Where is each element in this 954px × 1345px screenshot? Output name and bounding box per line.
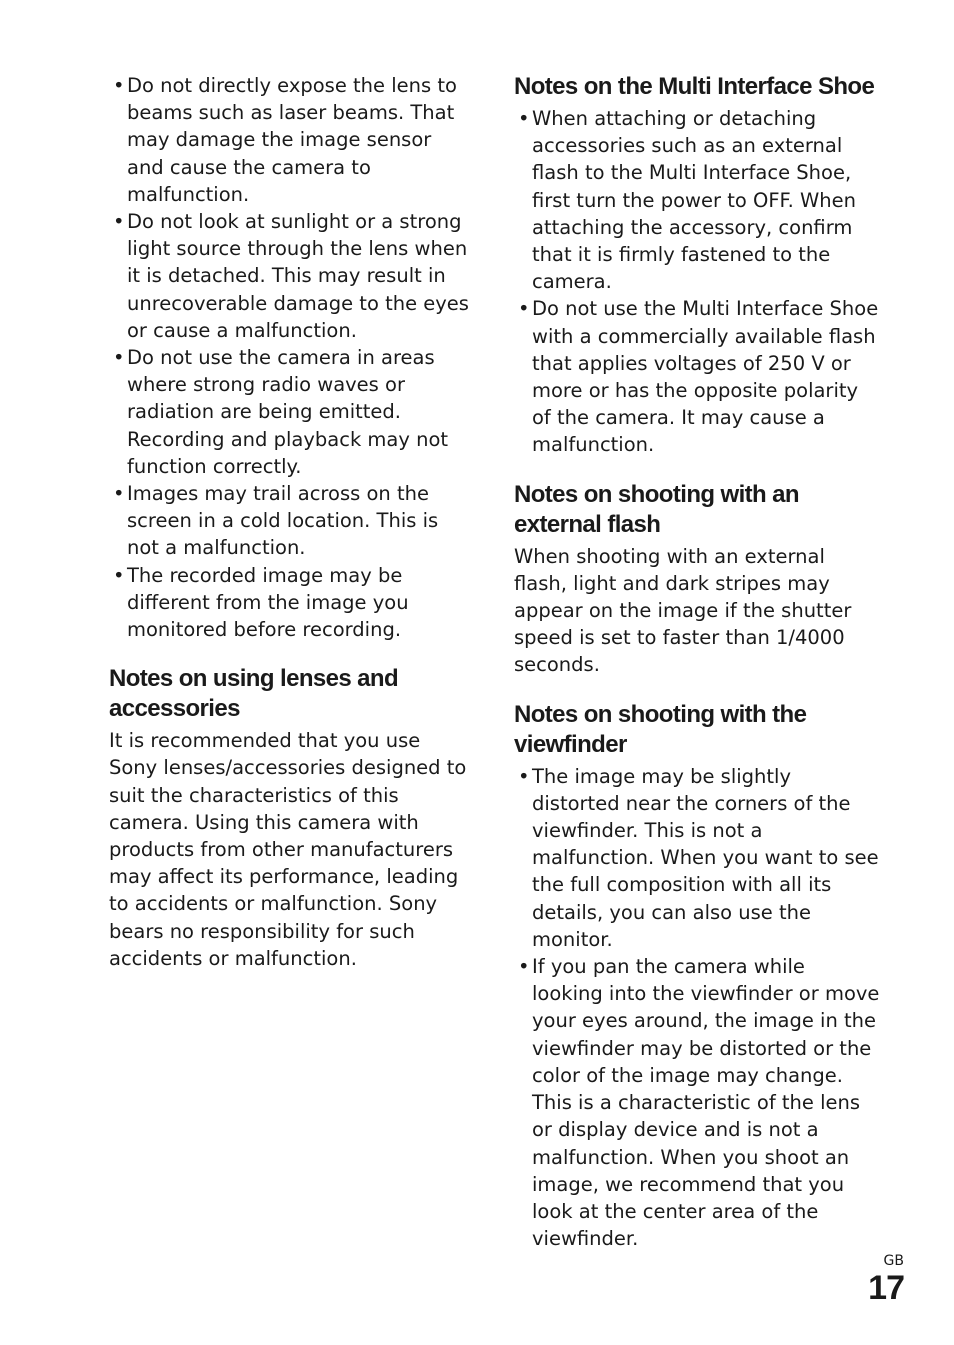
right-column [514,72,880,1252]
shoe-heading: Notes on the Multi Interface Shoe [514,73,875,100]
bullet-item: • Do not use the camera in areas where strong radio waves or radiation are being emitted. Recording and playback may not function correctly. [109,344,471,480]
safety-bullet-list [109,72,471,643]
viewfinder-bullet-list [514,763,880,1253]
bullet-item: • Do not look at sunlight or a strong light source through the lens when it is detached. This may result in unrecoverable damage to the eyes or cause a malfunction. [109,208,471,344]
left-column [109,72,471,972]
bullet-item: • Do not use the Multi Interface Shoe with a commercially available flash that applies voltages of 250 V or more or has the opposite polarity of the camera. It may cause a malfunction. [514,295,880,458]
shoe-bullet-list [514,105,880,459]
page-number: 17 [868,1269,904,1307]
region-code: GB [883,1253,904,1269]
bullet-item: • If you pan the camera while looking into the viewfinder or move your eyes around, the image in the viewfinder may be distorted or the color of the image may change. This is a characteristic of the lens or display device and is not a malfunction. When you shoot an image, we recommend that you look at the center area of the viewfinder. [514,953,880,1252]
lenses-body: It is recommended that you use Sony lenses/accessories designed to suit the characteristics of this camera. Using this camera with products from other manufacturers may affect its performance, leading to accidents or malfunction. Sony bears no responsibility for such accidents or malfunction. [109,729,467,970]
bullet-item: • Do not directly expose the lens to beams such as laser beams. That may damage the image sensor and cause the camera to malfunction. [109,72,471,208]
bullet-item: • Images may trail across on the screen in a cold location. This is not a malfunction. [109,480,471,562]
lenses-heading: Notes on using lenses and accessories [109,665,399,723]
viewfinder-heading: Notes on shooting with the viewfinder [514,700,807,758]
bullet-item: • The image may be slightly distorted near the corners of the viewfinder. This is not a malfunction. When you want to see the full composition with all its details, you can also use the monitor. [514,763,880,953]
bullet-item: • The recorded image may be different from the image you monitored before recording. [109,562,471,644]
flash-body: When shooting with an external flash, light and dark stripes may appear on the image if the shutter speed is set to faster than 1/4000 seconds. [514,544,852,677]
flash-heading: Notes on shooting with an external flash [514,480,799,538]
page-footer [868,1252,904,1306]
bullet-item: • When attaching or detaching accessories such as an external flash to the Multi Interface Shoe, first turn the power to OFF. When attaching the accessory, confirm that it is firmly fastened to the camera. [514,105,880,295]
